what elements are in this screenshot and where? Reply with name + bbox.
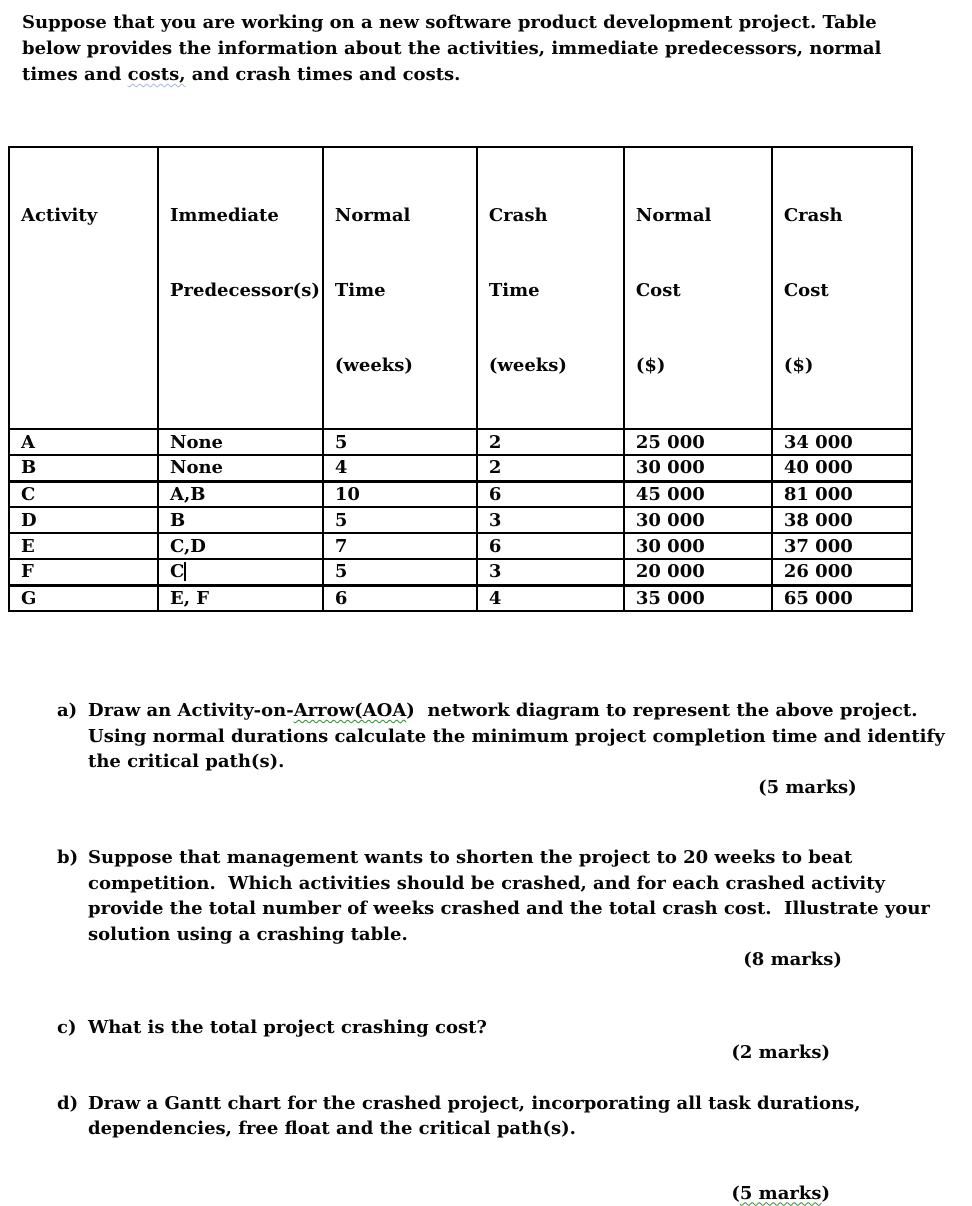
header-normal-cost-line-2: Cost [636,278,769,303]
cell-crash-time: 4 [477,585,624,611]
cell-crash-time: 3 [477,559,624,585]
header-crash-cost-line-1: Crash [784,203,909,228]
question-a-line-3: the critical path(s). [88,749,945,775]
header-crash-time [477,147,624,429]
cell-crash-time: 6 [477,481,624,507]
intro-line-2: below provides the information about the activities, immediate predecessors, normal [22,36,972,62]
spellcheck-squiggle-arrow-aoa: Arrow(AOA [294,700,407,721]
question-c-line-1: What is the total project crashing cost? [88,1015,918,1041]
cell-normal-cost: 45 000 [624,481,772,507]
cell-crash-time: 6 [477,533,624,559]
cell-crash-cost: 38 000 [772,507,912,533]
cell-normal-time: 6 [323,585,477,611]
cell-normal-time: 5 [323,559,477,585]
table-row-f [9,559,912,585]
cell-crash-cost: 65 000 [772,585,912,611]
cell-crash-time: 2 [477,429,624,455]
cell-predecessors: E, F [158,585,323,611]
cell-activity: G [9,585,158,611]
question-a-line-1-post: ) network diagram to represent the above project. [406,700,917,721]
question-b-line-2: competition. Which activities should be crashed, and for each crashed activity [88,871,930,897]
question-c [57,1015,918,1066]
question-a-line-1 [88,698,945,724]
cell-activity: C [9,481,158,507]
header-crash-cost-line-2: Cost [784,278,909,303]
cell-predecessors: C,D [158,533,323,559]
cell-crash-cost: 34 000 [772,429,912,455]
header-predecessor-line-2: Predecessor(s) [170,278,320,303]
cell-predecessors-text: C [170,561,184,582]
question-a-label: a) [57,698,88,724]
intro-line-3 [22,62,972,88]
table-row-g [9,585,912,611]
header-normal-time [323,147,477,429]
header-immediate-predecessors [158,147,323,429]
intro-paragraph [22,10,972,88]
cell-predecessors: A,B [158,481,323,507]
intro-line-1: Suppose that you are working on a new software product development project. Table [22,10,972,36]
question-a-line-2: Using normal durations calculate the minimum project completion time and identify [88,724,945,750]
cell-normal-cost: 30 000 [624,455,772,481]
cell-normal-time: 5 [323,429,477,455]
cell-normal-cost: 20 000 [624,559,772,585]
cell-activity: A [9,429,158,455]
table-row-a [9,429,912,455]
table-row-b [9,455,912,481]
header-normal-cost-line-3: ($) [636,353,769,378]
spellcheck-squiggle-5-marks: 5 marks [740,1183,822,1204]
header-activity-label: Activity [21,203,155,228]
cell-normal-cost: 30 000 [624,533,772,559]
question-b-label: b) [57,845,88,871]
text-cursor [184,562,186,581]
cell-normal-cost: 30 000 [624,507,772,533]
cell-normal-time: 4 [323,455,477,481]
header-normal-time-line-3: (weeks) [335,353,474,378]
header-normal-cost-line-1: Normal [636,203,769,228]
header-normal-time-line-2: Time [335,278,474,303]
question-d-line-2: dependencies, free float and the critical path(s). [88,1116,918,1142]
intro-line-3-post: and crash times and costs. [185,64,460,85]
cell-crash-cost: 37 000 [772,533,912,559]
cell-crash-cost: 40 000 [772,455,912,481]
cell-predecessors: None [158,455,323,481]
cell-activity: D [9,507,158,533]
cell-normal-cost: 35 000 [624,585,772,611]
cell-normal-time: 5 [323,507,477,533]
question-c-label: c) [57,1015,88,1041]
header-crash-time-line-3: (weeks) [489,353,621,378]
table-header-row [9,147,912,429]
header-crash-cost-line-3: ($) [784,353,909,378]
cell-normal-time: 10 [323,481,477,507]
header-normal-time-line-1: Normal [335,203,474,228]
question-b [57,845,918,973]
question-b-line-1: Suppose that management wants to shorten the project to 20 weeks to beat [88,845,930,871]
table-row-d [9,507,912,533]
question-d-line-1: Draw a Gantt chart for the crashed project, incorporating all task durations, [88,1091,918,1117]
activity-table [8,146,913,612]
intro-line-3-pre: times and [22,64,128,85]
cell-activity: F [9,559,158,585]
header-crash-time-line-1: Crash [489,203,621,228]
cell-normal-time: 7 [323,533,477,559]
question-d-marks [88,1181,918,1206]
header-crash-cost [772,147,912,429]
cell-predecessors [158,559,323,585]
cell-crash-time: 2 [477,455,624,481]
question-a-line-1-pre: Draw an Activity-on- [88,700,294,721]
cell-crash-cost: 26 000 [772,559,912,585]
question-d-marks-close: ) [821,1183,830,1204]
cell-activity: B [9,455,158,481]
question-a-marks: (5 marks) [88,775,945,801]
question-c-marks: (2 marks) [88,1040,918,1066]
question-d-label: d) [57,1091,88,1117]
header-predecessor-line-1: Immediate [170,203,320,228]
cell-crash-cost: 81 000 [772,481,912,507]
cell-activity: E [9,533,158,559]
header-crash-time-line-2: Time [489,278,621,303]
cell-predecessors: B [158,507,323,533]
questions-section [57,698,918,1206]
header-activity [9,147,158,429]
question-d-marks-open: ( [731,1183,740,1204]
question-a [57,698,918,800]
table-row-e [9,533,912,559]
cell-predecessors: None [158,429,323,455]
question-b-marks: (8 marks) [88,947,930,973]
question-d [57,1091,918,1206]
question-b-line-4: solution using a crashing table. [88,922,930,948]
cell-crash-time: 3 [477,507,624,533]
spellcheck-squiggle-costs: costs, [128,64,186,85]
question-b-line-3: provide the total number of weeks crashed and the total crash cost. Illustrate your [88,896,930,922]
header-normal-cost [624,147,772,429]
table-row-c [9,481,912,507]
cell-normal-cost: 25 000 [624,429,772,455]
